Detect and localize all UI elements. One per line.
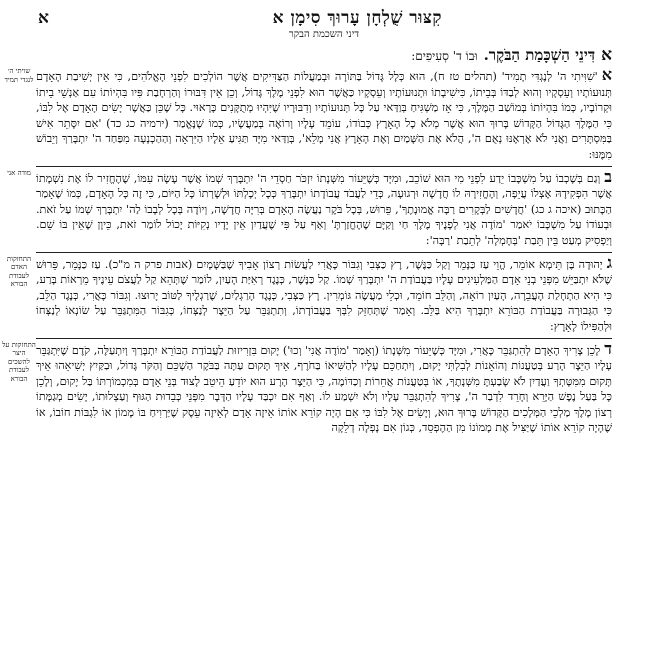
- paragraph-number-3: ג: [606, 252, 612, 272]
- paragraph-4: [2, 338, 612, 437]
- divider: [36, 338, 612, 339]
- paragraph-text-4: לָכֵן צָרִיךְ הָאָדָם לְהִתְגַּבֵּר כָּאֲרִי, וּמִיָּד כְּשֶׁיֵּעוֹר מִשְּׁנָתוֹ (וְאָמַר 'מוֹדֶה אֲנִי' וְכוּ') יָקוּם בִּזְרִיזוּת לַעֲבוֹדַת הַבּוֹרֵא יִתְבָּרַךְ וְיִתְעַלֶּה, קֹדֶם שֶׁיִּתְגַּבֵּר עָלָיו הַיֵּצֶר הָרַע בְּטַעֲנוֹת וְהוֹאָנוֹת לְבִלְתִּי יָקוּם, וְיִתְחַכֵּם עָלָיו לְהַשִּׁיאוֹ בַּחֹרֶף, אֵיךְ תָּקוּם עַתָּה בַּבֹּקֶר הַשְׁכֵּם וְהַקֹּר גָּדוֹל, וּבַקַּיִץ יְשִׁיאֵהוּ אֵיךְ תָּקוּם מִמִּטָּתְךָ וַעֲדַיִן לֹא שָׂבַעְתָּ מִשְּׁנָתֶךָ, אוֹ בְּטַעֲנוֹת אֲחֵרוֹת וְכַדּוֹמֶה, כִּי הַיֵּצֶר הָרָע הוּא יוֹדֵעַ הֵיטֵב לָצוּד בְּנֵי אָדָם בְּמִכְמוֹרְתּוֹ בַּל יָקוּם, וְלָכֵן כָּל בַּעַל נֶפֶשׁ הַיָּרֵא וְחָרֵד לִדְבַר ה', צָרִיךְ לְהִתְגַּבֵּר עָלָיו וְלֹא יִשְׁמַע לוֹ. וְאַף אִם יִכְבַּד עָלָיו הַדָּבָר מִפְּנֵי כְּבֵדוּת הַגּוּף וְעַצְלוּתוֹ, יָשִׂים מְגַמָּתוֹ רְצוֹן מֶלֶךְ מַלְכֵי הַמְּלָכִים הַקָּדוֹשׁ בָּרוּךְ הוּא, וְיָשִׂים אֶל לִבּוֹ כִּי אִם הָיָה קוֹרֵא אוֹתוֹ אֵיזֶה אָדָם לְאֵיזֶה עֵסֶק שֶׁיַּרְוִיחַ בּוֹ מָמוֹן אוֹ לִגְבּוֹת חוֹבוֹ, אוֹ שֶׁהָיָה קוֹרֵא אוֹתוֹ שֶׁיַּצִּיל אֶת מָמוֹנוֹ מִן הַהֶפְסֵד, כְּגוֹן אִם נָפְלָה דְלֵקָה: [36, 343, 612, 435]
- side-note-3: התחזקות האדם לעבודת הבורא: [6, 254, 32, 289]
- paragraph-number-1: א: [601, 65, 612, 84]
- divider: [36, 166, 612, 167]
- section-count: וּבוֹ ד' סְעִיפִים:: [411, 49, 478, 63]
- section-heading: [36, 45, 612, 65]
- running-subtitle: דיני השכמת הבקר: [288, 29, 360, 40]
- paragraph-number-2: ב: [604, 166, 612, 186]
- side-note-4: התחזקות על היצר להשכים לעבודת הבורא: [2, 340, 36, 383]
- section-title: דִּינֵי הַשְׁכָּמַת הַבֹּקֶר.: [483, 46, 596, 64]
- page-header: [36, 6, 612, 28]
- side-note-1: שויתי ה׳ לנגדי תמיד: [4, 67, 34, 84]
- paragraph-3: [6, 252, 612, 335]
- paragraph-2: [7, 166, 612, 249]
- divider: [36, 252, 612, 253]
- page-letter: א: [38, 8, 49, 28]
- section-letter: א: [601, 45, 612, 65]
- running-title: קִצּוּר שֻׁלְחָן עָרוּךְ סִימָן א: [272, 8, 442, 28]
- paragraph-text-1: 'שִׁוִּיתִי ה' לְנֶגְדִּי תָמִיד' (תהלים טז ח), הוּא כְּלָל גָּדוֹל בַּתּוֹרָה וּבְמַעֲלוֹת הַצַּדִּיקִים אֲשֶׁר הוֹלְכִים לִפְנֵי הָאֱלֹהִים, כִּי אֵין יְשִׁיבַת הָאָדָם תְּנוּעוֹתָיו וְעֵסְקָיו וְהוּא לְבַדּוֹ בְּבֵיתוֹ, כִּישִׁיבָתוֹ וּתְנוּעוֹתָיו וְעֵסְקָיו כַּאֲשֶׁר הוּא לִפְנֵי מֶלֶךְ גָּדוֹל, וְכֵן אֵין דִּבּוּרוֹ וְהַרְחָבַת פִּיו בִּהְיוֹתוֹ עִם אַנְשֵׁי בֵיתוֹ וּקְרוֹבָיו, כְּמוֹ בִּהְיוֹתוֹ בְּמוֹשַׁב הַמֶּלֶךְ, כִּי אָז מַשְׁגִּיחַ בְּוַדַּאי עַל כָּל תְּנוּעוֹתָיו וְדִבּוּרָיו שֶׁיִּהְיוּ מְתֻקָּנִים כָּרָאוּי. כָּל שֶׁכֵּן כַּאֲשֶׁר יָשִׂים הָאָדָם אֶל לִבּוֹ, כִּי הַמֶּלֶךְ הַגָּדוֹל הַקָּדוֹשׁ בָּרוּךְ הוּא אֲשֶׁר מְלֹא כָל הָאָרֶץ כְּבוֹדוֹ, עוֹמֵד עָלָיו וְרוֹאֶה בְּמַעֲשָׂיו, כְּמוֹ שֶׁנֶּאֱמַר (ירמיה כג כד) 'אִם יִסָּתֵר אִישׁ בַּמִּסְתָּרִים וַאֲנִי לֹא אֶרְאֶנּוּ נְאֻם ה', הֲלֹא אֶת הַשָּׁמַיִם וְאֶת הָאָרֶץ אֲנִי מָלֵא', בְּוַדַּאי מִיָּד תַּגִּיעַ אֵלָיו הַיִּרְאָה וְהַהַכְנָעָה מִפַּחַד ה' יִתְבָּרַךְ וְיֵבוֹשׁ מִמֶּנּוּ:: [36, 70, 612, 161]
- paragraph-text-2: וְגַם בְּשָׁכְבוֹ עַל מִשְׁכָּבוֹ יֵדַע לִפְנֵי מִי הוּא שׁוֹכֵב, וּמִיָּד כְּשֶׁיֵּעוֹר מִשְּׁנָתוֹ יִזְכֹּר חַסְדֵי ה' יִתְבָּרַךְ שְׁמוֹ אֲשֶׁר עָשָׂה עִמּוֹ, שֶׁהֶחֱזִיר לוֹ אֶת נִשְׁמָתוֹ אֲשֶׁר הִפְקִידָהּ אֶצְלוֹ עֲיֵפָה, וְהֶחֱזִירָהּ לוֹ חֲדָשָׁה וּרְגוּעָה, כְּדֵי לַעֲבֹד עֲבוֹדָתוֹ יִתְבָּרַךְ כְּכָל יְכָלְתּוֹ וּלְשָׁרְתוֹ כָּל הַיּוֹם, כִּי זֶה כָּל הָאָדָם, כְּמוֹ שֶׁאָמַר הַכָּתוּב (איכה ג כג) 'חֲדָשִׁים לַבְּקָרִים רַבָּה אֱמוּנָתֶךָ', פֵּרוּשׁ, בְּכָל בֹּקֶר נַעֲשֶׂה הָאָדָם בְּרִיָּה חֲדָשָׁה, וְיוֹדֶה בְּכָל לְבָבוֹ לַה' יִתְבָּרַךְ שְׁמוֹ עַל זֹאת. וּבְעוֹדוֹ עַל מִשְׁכָּבוֹ יֹאמַר 'מוֹדֶה אֲנִי לְפָנֶיךָ מֶלֶךְ חַי וְקַיָּם שֶׁהֶחֱזַרְתָּ' וְאַף עַל פִּי שֶׁעֲדַיִן אֵין יָדָיו נְקִיּוֹת יָכוֹל לוֹמַר זֹאת, כֵּיוָן שֶׁאֵין בּוֹ שֵׁם. וְיַפְסִיק מְעַט בֵּין תֵּבַת 'בְּחֶמְלָה' לְתֵבַת 'רַבָּה':: [36, 171, 612, 247]
- paragraph-1: [4, 65, 612, 163]
- paragraph-text-3: יְהוּדָה בֶּן תֵּימָא אוֹמֵר, הֱוֵי עַז כַּנָּמֵר וְקַל כַּנֶּשֶׁר, רָץ כַּצְּבִי וְגִבּוֹר כָּאֲרִי לַעֲשׂוֹת רְצוֹן אָבִיךָ שֶׁבַּשָּׁמָיִם (אבות פרק ה מ"כ). עַז כַּנָּמֵר, פֵּרוּשׁ שֶׁלֹּא יִתְבַּיֵּשׁ מִפְּנֵי בְנֵי אָדָם הַמַּלְעִיגִים עָלָיו בַּעֲבוֹדַת ה' יִתְבָּרַךְ שְׁמוֹ. קַל כַּנֶּשֶׁר, כְּנֶגֶד רְאִיַּת הָעַיִן, לוֹמַר שֶׁתְּהֵא קַל לַעֲצֹם עֵינֶיךָ מֵרְאוֹת בָּרַע, כִּי הִיא הַתְחָלַת הָעֲבֵרָה, הָעַיִן רוֹאָה, וְהַלֵּב חוֹמֵד, וּכְלֵי מַעֲשֶׂה גּוֹמְרִין. רָץ כַּצְּבִי, כְּנֶגֶד הָרַגְלַיִם, שֶׁרַגְלֶיךָ לַטּוֹב יָרוּצוּ. וְגִבּוֹר כָּאֲרִי, כְּנֶגֶד הַלֵּב, כִּי הַגְּבוּרָה בַּעֲבוֹדַת הַבּוֹרֵא יִתְבָּרַךְ הִיא בַּלֵּב. וְאָמַר שֶׁתְּחַזֵּק לִבְּךָ בַּעֲבוֹדָתוֹ, וְתִתְגַּבֵּר עַל הַיֵּצֶר לְנַצְּחוֹ, כְּגִבּוֹר הַמִּתְגַּבֵּר עַל שׂוֹנְאוֹ לְנַצְּחוֹ וּלְהַפִּילוֹ לָאָרֶץ:: [36, 257, 612, 333]
- side-note-2: מודה אני: [7, 168, 31, 177]
- paragraph-number-4: ד: [604, 338, 612, 358]
